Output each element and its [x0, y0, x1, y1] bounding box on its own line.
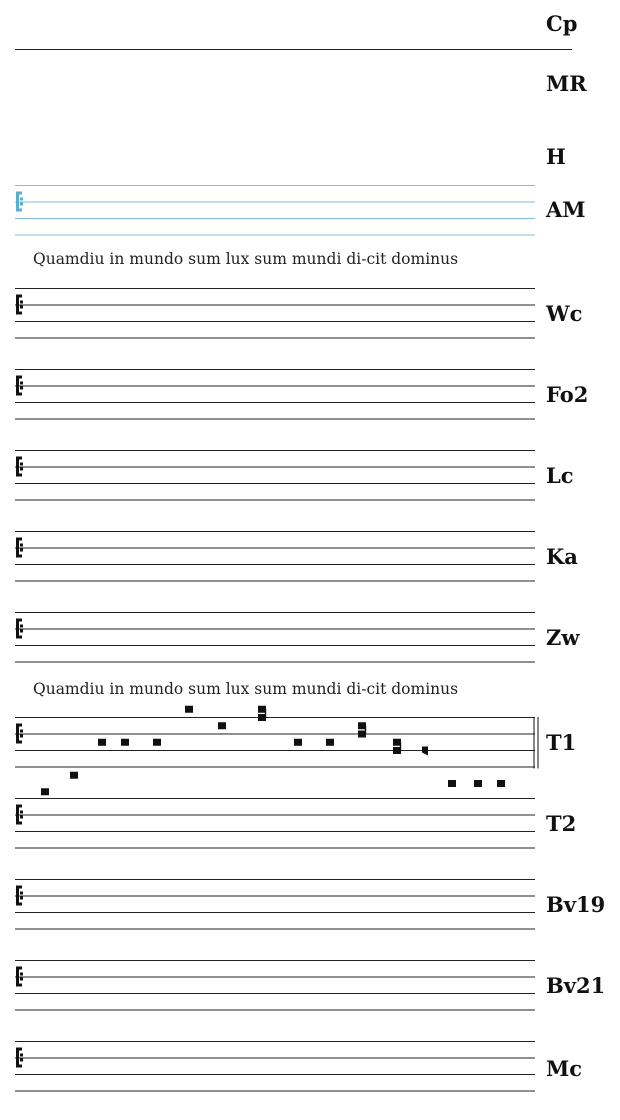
staff-am [15, 186, 535, 236]
sigla [545, 11, 605, 1081]
staff-bv19 [15, 880, 535, 930]
staff-zw [15, 613, 535, 663]
siglum-fo2: Fo2 [546, 382, 589, 407]
staff-mc [15, 1042, 535, 1092]
staff-wc [15, 289, 535, 339]
siglum-wc: Wc [546, 301, 583, 326]
staff-t1 [15, 718, 535, 768]
staff-bv21 [15, 961, 535, 1011]
siglum-bv21: Bv21 [546, 973, 606, 998]
lyrics-line: Quamdiu in mundo sum lux sum mundi di-cit dominus [33, 250, 459, 268]
siglum-mc: Mc [546, 1056, 583, 1081]
neume [448, 780, 456, 787]
neume [474, 780, 482, 787]
lyrics [33, 250, 458, 698]
neume [121, 739, 129, 746]
siglum-ka: Ka [546, 544, 578, 569]
staves [15, 50, 572, 1092]
siglum-t2: T2 [546, 811, 577, 836]
siglum-am: AM [546, 197, 586, 222]
siglum-mr: MR [546, 71, 587, 96]
neume [70, 772, 78, 779]
siglum-bv19: Bv19 [546, 892, 606, 917]
neume [497, 780, 505, 787]
neume [294, 739, 302, 746]
neume [98, 739, 106, 746]
lyrics-line: Quamdiu in mundo sum lux sum mundi di-cit dominus [33, 680, 459, 698]
siglum-cp: Cp [546, 11, 578, 36]
staff-ka [15, 532, 535, 582]
neume [326, 739, 334, 746]
siglum-zw: Zw [546, 625, 580, 650]
neume [185, 706, 193, 713]
neume [41, 788, 49, 795]
siglum-h: H [546, 144, 566, 169]
staff-t2 [15, 799, 535, 849]
staff-lc [15, 451, 535, 501]
neume [153, 739, 161, 746]
neume [218, 722, 226, 729]
siglum-lc: Lc [546, 463, 574, 488]
staff-fo2 [15, 370, 535, 420]
siglum-t1: T1 [546, 730, 577, 755]
liquescent-neume [422, 747, 428, 756]
